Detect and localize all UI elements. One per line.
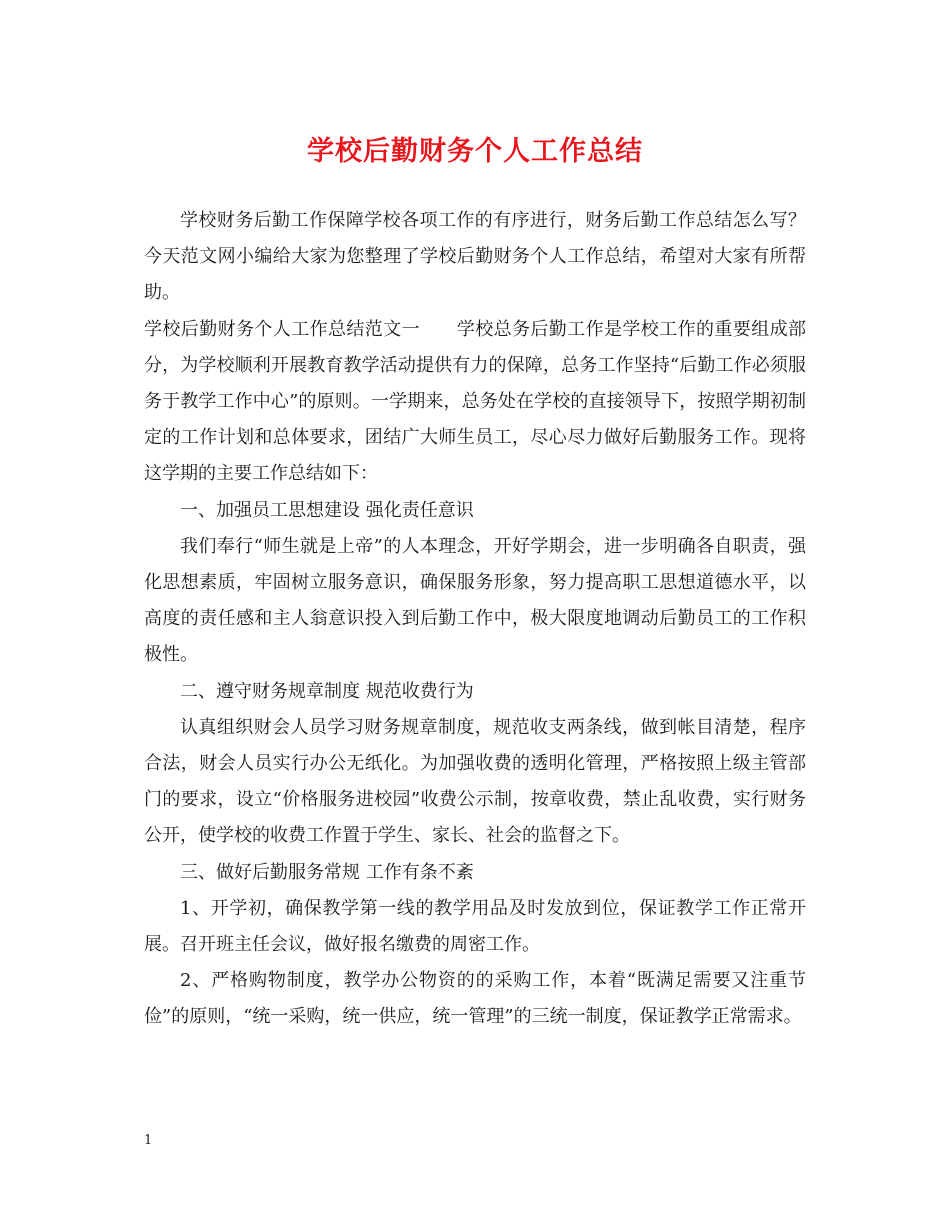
paragraph-section-1: 我们奉行“师生就是上帝”的人本理念，开好学期会，进一步明确各自职责，强化思想素质，牢固树立服务意识，确保服务形象，努力提高职工思想道德水平，以高度的责任感和主人翁意识投入到后勤工作中，极大限度地调动后勤员工的工作积极性。 bbox=[144, 535, 806, 666]
page-number: 1 bbox=[144, 1133, 153, 1148]
document-title: 学校后勤财务个人工作总结 bbox=[307, 136, 643, 167]
section-heading-3: 三、做好后勤服务常规 工作有条不紊 bbox=[180, 861, 474, 883]
document-body bbox=[144, 203, 806, 1036]
paragraph-sample-one: 学校后勤财务个人工作总结范文一 学校总务后勤工作是学校工作的重要组成部分，为学校顺利开展教育教学活动提供有力的保障，总务工作坚持“后勤工作必须服务于教学工作中心”的原则。一学期来，总务处在学校的直接领导下，按照学期初制定的工作计划和总体要求，团结广大师生员工，尽心尽力做好后勤服务工作。现将这学期的主要工作总结如下： bbox=[144, 318, 806, 485]
paragraph-item-1: 1、开学初，确保教学第一线的教学用品及时发放到位，保证教学工作正常开展。召开班主任会议，做好报名缴费的周密工作。 bbox=[144, 897, 806, 956]
paragraph-intro: 学校财务后勤工作保障学校各项工作的有序进行，财务后勤工作总结怎么写？今天范文网小编给大家为您整理了学校后勤财务个人工作总结，希望对大家有所帮助。 bbox=[144, 210, 806, 304]
paragraph-section-2: 认真组织财会人员学习财务规章制度，规范收支两条线，做到帐目清楚，程序合法，财会人员实行办公无纸化。为加强收费的透明化管理，严格按照上级主管部门的要求，设立“价格服务进校园”收费公示制，按章收费，禁止乱收费，实行财务公开，使学校的收费工作置于学生、家长、社会的监督之下。 bbox=[144, 716, 806, 847]
section-heading-2: 二、遵守财务规章制度 规范收费行为 bbox=[180, 680, 474, 702]
paragraph-item-2: 2、严格购物制度，教学办公物资的的采购工作，本着“既满足需要又注重节俭”的原则，“统一采购，统一供应，统一管理”的三统一制度，保证教学正常需求。 bbox=[144, 970, 806, 1028]
section-heading-1: 一、加强员工思想建设 强化责任意识 bbox=[180, 499, 474, 521]
